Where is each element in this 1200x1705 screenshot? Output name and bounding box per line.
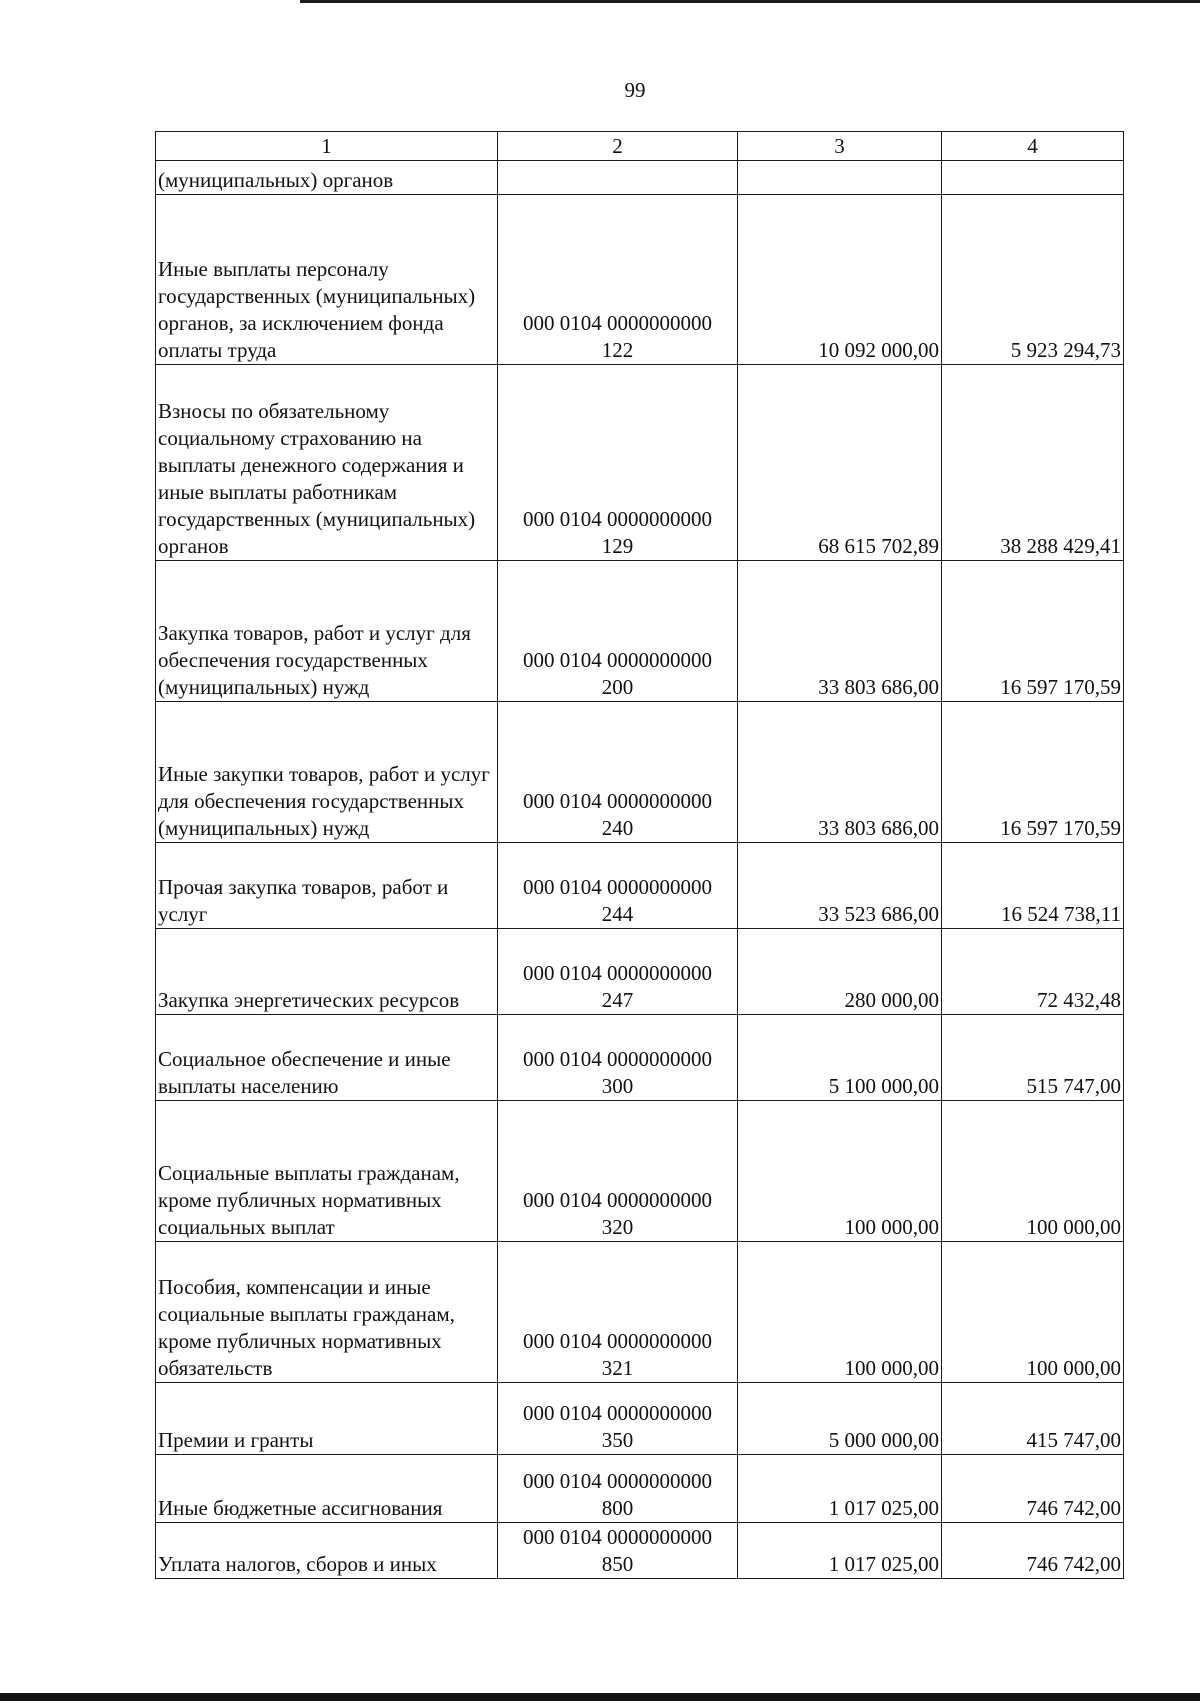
row-code-line-2: 129 [601,534,634,558]
column-header: 2 [498,132,738,161]
row-code-line-1: 000 0104 0000000000 [523,1469,712,1493]
table-row [156,561,1124,702]
row-fact-cell: 746 742,00 [942,1455,1124,1523]
row-code-cell [498,702,738,843]
row-plan-cell: 100 000,00 [738,1101,942,1242]
bottom-scan-border [0,1693,1200,1701]
row-fact-cell: 38 288 429,41 [942,365,1124,561]
row-code-cell [498,365,738,561]
row-code-line-1: 000 0104 0000000000 [523,961,712,985]
row-code-cell [498,1101,738,1242]
row-plan-cell: 33 803 686,00 [738,702,942,843]
row-code-line-2: 244 [601,902,634,926]
row-code-cell [498,843,738,929]
row-name-cell: Социальные выплаты гражданам, кроме публичных нормативных социальных выплат [156,1101,498,1242]
row-code-cell [498,1455,738,1523]
row-code-cell [498,561,738,702]
row-plan-cell: 280 000,00 [738,929,942,1015]
row-name-cell: Прочая закупка товаров, работ и услуг [156,843,498,929]
row-name-cell: Пособия, компенсации и иные социальные выплаты гражданам, кроме публичных нормативных обязательств [156,1242,498,1383]
budget-table [155,131,1124,1579]
row-code-cell [498,1383,738,1455]
row-code-line-2: 247 [601,988,634,1012]
row-code-line-1: 000 0104 0000000000 [523,1329,712,1353]
row-fact-cell: 515 747,00 [942,1015,1124,1101]
row-name-cell: Уплата налогов, сборов и иных [156,1523,498,1579]
table-row [156,1101,1124,1242]
table-row [156,1455,1124,1523]
table-row [156,1383,1124,1455]
row-name-cell: Иные закупки товаров, работ и услуг для обеспечения государственных (муниципальных) нужд [156,702,498,843]
row-code-line-1: 000 0104 0000000000 [523,648,712,672]
table-row [156,161,1124,195]
row-name-cell: Закупка товаров, работ и услуг для обеспечения государственных (муниципальных) нужд [156,561,498,702]
row-code-line-2: 300 [601,1074,634,1098]
row-code-line-2: 122 [601,338,634,362]
row-code-line-2: 350 [601,1428,634,1452]
column-header: 4 [942,132,1124,161]
row-name-cell: Социальное обеспечение и иные выплаты населению [156,1015,498,1101]
row-name-cell: Взносы по обязательному социальному страхованию на выплаты денежного содержания и иные выплаты работникам государственных (муниципальных) органов [156,365,498,561]
row-code-line-2: 800 [601,1496,634,1520]
table-row [156,702,1124,843]
column-header-row [156,132,1124,161]
row-plan-cell: 5 100 000,00 [738,1015,942,1101]
table-body [156,132,1124,1579]
row-plan-cell: 33 803 686,00 [738,561,942,702]
table-row [156,1015,1124,1101]
row-plan-cell: 68 615 702,89 [738,365,942,561]
table-row [156,1242,1124,1383]
row-code-cell [498,1242,738,1383]
row-code-line-2: 200 [601,675,634,699]
row-code-line-1: 000 0104 0000000000 [523,311,712,335]
column-header: 1 [156,132,498,161]
row-plan-cell: 10 092 000,00 [738,195,942,365]
row-code-cell [498,161,738,195]
row-code-cell [498,1015,738,1101]
row-code-cell [498,929,738,1015]
row-code-line-1: 000 0104 0000000000 [523,1401,712,1425]
row-code-line-1: 000 0104 0000000000 [523,1047,712,1071]
row-fact-cell: 16 597 170,59 [942,561,1124,702]
row-fact-cell: 415 747,00 [942,1383,1124,1455]
row-code-line-2: 850 [601,1552,634,1576]
page-number: 99 [624,78,646,102]
row-plan-cell: 1 017 025,00 [738,1455,942,1523]
row-plan-cell: 33 523 686,00 [738,843,942,929]
row-fact-cell: 746 742,00 [942,1523,1124,1579]
row-code-line-1: 000 0104 0000000000 [523,1188,712,1212]
row-name-cell: (муниципальных) органов [156,161,498,195]
row-plan-cell: 5 000 000,00 [738,1383,942,1455]
row-plan-cell: 100 000,00 [738,1242,942,1383]
row-fact-cell: 5 923 294,73 [942,195,1124,365]
table-row [156,365,1124,561]
top-scan-border [300,0,1200,3]
row-code-line-1: 000 0104 0000000000 [523,1525,712,1549]
row-fact-cell: 16 597 170,59 [942,702,1124,843]
row-fact-cell: 100 000,00 [942,1101,1124,1242]
row-code-line-1: 000 0104 0000000000 [523,875,712,899]
row-code-cell [498,195,738,365]
row-code-line-1: 000 0104 0000000000 [523,507,712,531]
row-code-line-2: 321 [601,1356,634,1380]
row-plan-cell: 1 017 025,00 [738,1523,942,1579]
row-name-cell: Иные бюджетные ассигнования [156,1455,498,1523]
row-fact-cell: 100 000,00 [942,1242,1124,1383]
row-fact-cell: 16 524 738,11 [942,843,1124,929]
row-name-cell: Закупка энергетических ресурсов [156,929,498,1015]
row-code-line-1: 000 0104 0000000000 [523,789,712,813]
row-name-cell: Премии и гранты [156,1383,498,1455]
table-row [156,1523,1124,1579]
column-header: 3 [738,132,942,161]
row-plan-cell [738,161,942,195]
row-code-cell [498,1523,738,1579]
table-row [156,929,1124,1015]
row-code-line-2: 240 [601,816,634,840]
row-code-line-2: 320 [601,1215,634,1239]
row-fact-cell [942,161,1124,195]
row-fact-cell: 72 432,48 [942,929,1124,1015]
row-name-cell: Иные выплаты персоналу государственных (муниципальных) органов, за исключением фонда оплаты труда [156,195,498,365]
table-row [156,843,1124,929]
table-row [156,195,1124,365]
